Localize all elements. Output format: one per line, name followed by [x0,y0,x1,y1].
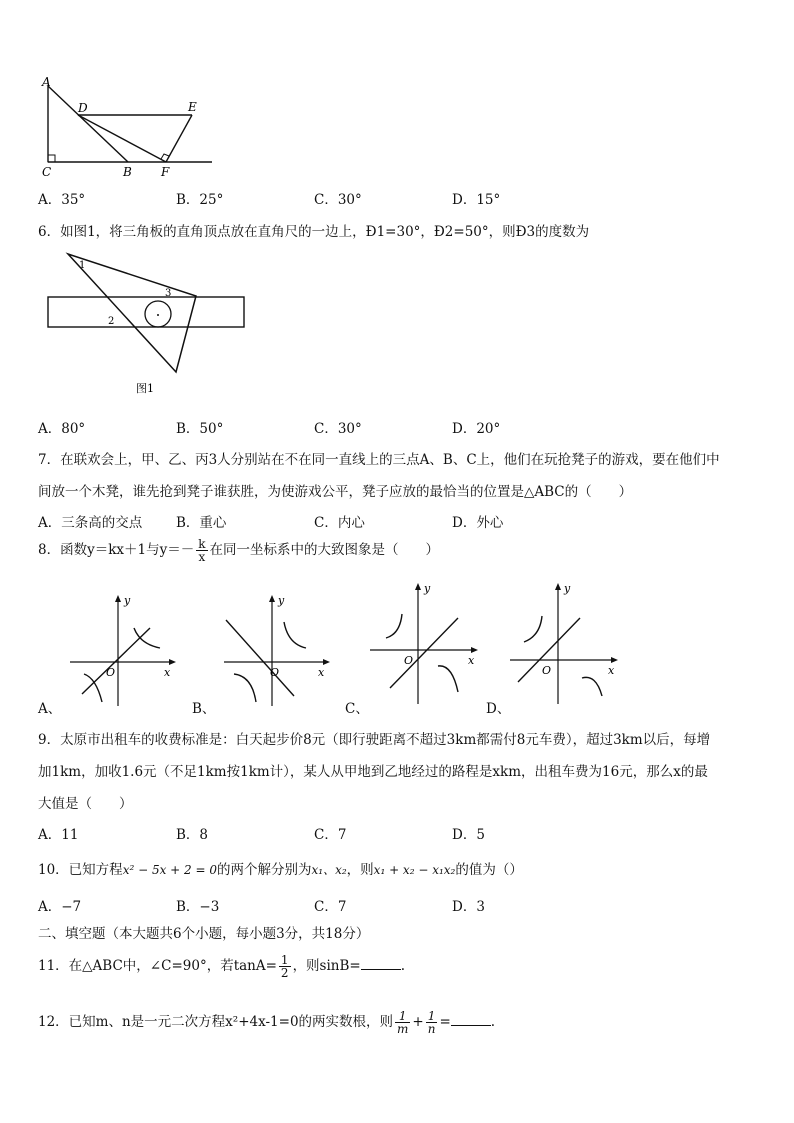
q8-graph-a [68,590,178,710]
q8-graph-b [222,590,332,710]
q12-frac1-num: 1 [395,1010,410,1023]
q8-d-y-label: y [564,582,571,595]
q8-option-c: C、 [345,701,369,717]
q9-stem-line3: 大值是（ ） [38,796,133,812]
q5-label-f: F [161,165,170,179]
q9-stem-line2: 加1km，加收1.6元（不足1km按1km计），某人从甲地到乙地经过的路程是xkm，出租车费为16元，那么x的最 [38,764,708,780]
q12-fraction-1 [395,1010,410,1035]
q9-option-c: C．7 [314,827,347,843]
q7-option-a: A．三条高的交点 [38,515,143,531]
q6-option-b: B．50° [176,421,224,437]
q6-figure [44,250,254,400]
q6-option-c: C．30° [314,421,362,437]
q8-b-y-label: y [278,594,285,607]
q5-label-e: E [188,100,197,114]
q8-c-y-label: y [424,582,431,595]
q10-option-b: B．−3 [176,899,220,915]
q5-label-b: B [123,165,132,179]
q8-option-b: B、 [192,701,216,717]
q12-frac1-den: m [397,1022,409,1036]
q6-angle-2: 2 [108,316,115,327]
section2-heading: 二、填空题（本大题共6个小题，每小题3分，共18分） [38,926,370,942]
q12-stem-pre: 12．已知m、n是一元二次方程x²+4x-1=0的两实数根，则 [38,1014,394,1030]
q9-option-a: A．11 [38,827,79,843]
q12-frac2-den: n [427,1022,436,1036]
q8-frac-den: x [198,550,206,564]
q5-label-d: D [78,101,88,115]
q6-figure-caption: 图1 [136,382,154,395]
q8-fraction [196,538,207,563]
q7-stem-line1: 7．在联欢会上，甲、乙、丙3人分别站在不在同一直线上的三点A、B、C上，他们在玩抢凳子的游戏，要在他们中 [38,452,720,468]
q12-fraction-2 [426,1010,438,1035]
q10-option-a: A．−7 [38,899,82,915]
q8-d-x-label: x [608,664,615,677]
q8-d-origin: O [542,664,552,677]
q8-a-y-label: y [124,594,131,607]
q5-option-a: A．35° [38,192,86,208]
q8-expr2-pre: y＝－ [159,542,195,558]
q12-plus: + [412,1014,424,1030]
q10-option-d: D．3 [452,899,485,915]
q6-stem: 6．如图1，将三角板的直角顶点放在直角尺的一边上，Ð1=30°，Ð2=50°，则Ð3的度数为 [38,224,590,240]
q7-option-b: B．重心 [176,515,227,531]
q11-stem-pre: 11．在△ABC中，∠C=90°，若tanA= [38,958,277,974]
q9-stem-line1: 9．太原市出租车的收费标准是：白天起步价8元（即行驶距离不超过3km都需付8元车费），超过3km以后，每增 [38,732,711,748]
q8-option-a: A、 [38,701,62,717]
q9-option-b: B．8 [176,827,209,843]
q8-stem-pre: 8．函数 [38,542,88,558]
q12-equals: = [439,1014,451,1030]
q10-stem-mid: 的两个解分别为 [217,862,312,878]
q8-c-origin: O [404,654,414,667]
q8-stem-mid: 与 [146,542,160,558]
q11-answer-blank [361,957,401,970]
q8-stem [38,538,439,563]
q9-option-d: D．5 [452,827,485,843]
q8-graph-c [368,578,483,708]
q12-stem [38,1010,495,1035]
q8-option-d: D、 [486,701,511,717]
q10-expr: x₁ + x₂ − x₁x₂ [373,863,456,877]
q5-label-c: C [42,165,52,179]
q5-figure [38,74,218,184]
q5-label-a: A [42,75,51,89]
q8-b-origin: O [270,666,280,679]
q7-stem-line2: 间放一个木凳，谁先抢到凳子谁获胜，为使游戏公平，凳子应放的最恰当的位置是△ABC的（ ） [38,484,633,500]
q8-a-origin: O [106,666,116,679]
q6-angle-3: 3 [165,288,172,299]
q6-angle-1: 1 [79,260,86,271]
q5-option-d: D．15° [452,192,501,208]
q8-graph-d [508,578,623,708]
q10-equation: x² − 5x + 2 = 0 [122,863,217,877]
q5-option-c: C．30° [314,192,362,208]
q10-stem-post: 的值为（） [455,862,523,878]
q12-answer-blank [451,1013,491,1026]
q8-expr1: y＝kx＋1 [87,542,147,558]
q6-option-d: D．20° [452,421,501,437]
q11-frac-num: 1 [280,953,289,967]
q11-stem-post: ，则sinB= [292,958,361,974]
q8-c-x-label: x [468,654,475,667]
q5-option-b: B．25° [176,192,224,208]
q10-option-c: C．7 [314,899,347,915]
q11-tail: . [400,958,406,974]
q10-stem-pre: 10．已知方程 [38,862,123,878]
q11-fraction [279,954,291,979]
q10-stem-mid2: ，则 [346,862,374,878]
q10-roots: x₁、x₂ [311,863,347,877]
q7-option-d: D．外心 [452,515,504,531]
q6-option-a: A．80° [38,421,86,437]
q8-frac-num: k [198,537,206,551]
q7-option-c: C．内心 [314,515,365,531]
q12-frac2-num: 1 [426,1010,438,1023]
q8-b-x-label: x [318,666,325,679]
q11-stem [38,954,405,979]
q12-tail: . [490,1014,496,1030]
q10-stem [38,858,523,878]
q11-frac-den: 2 [280,966,289,980]
q8-a-x-label: x [164,666,171,679]
q8-stem-post: 在同一坐标系中的大致图象是（ ） [209,542,440,558]
